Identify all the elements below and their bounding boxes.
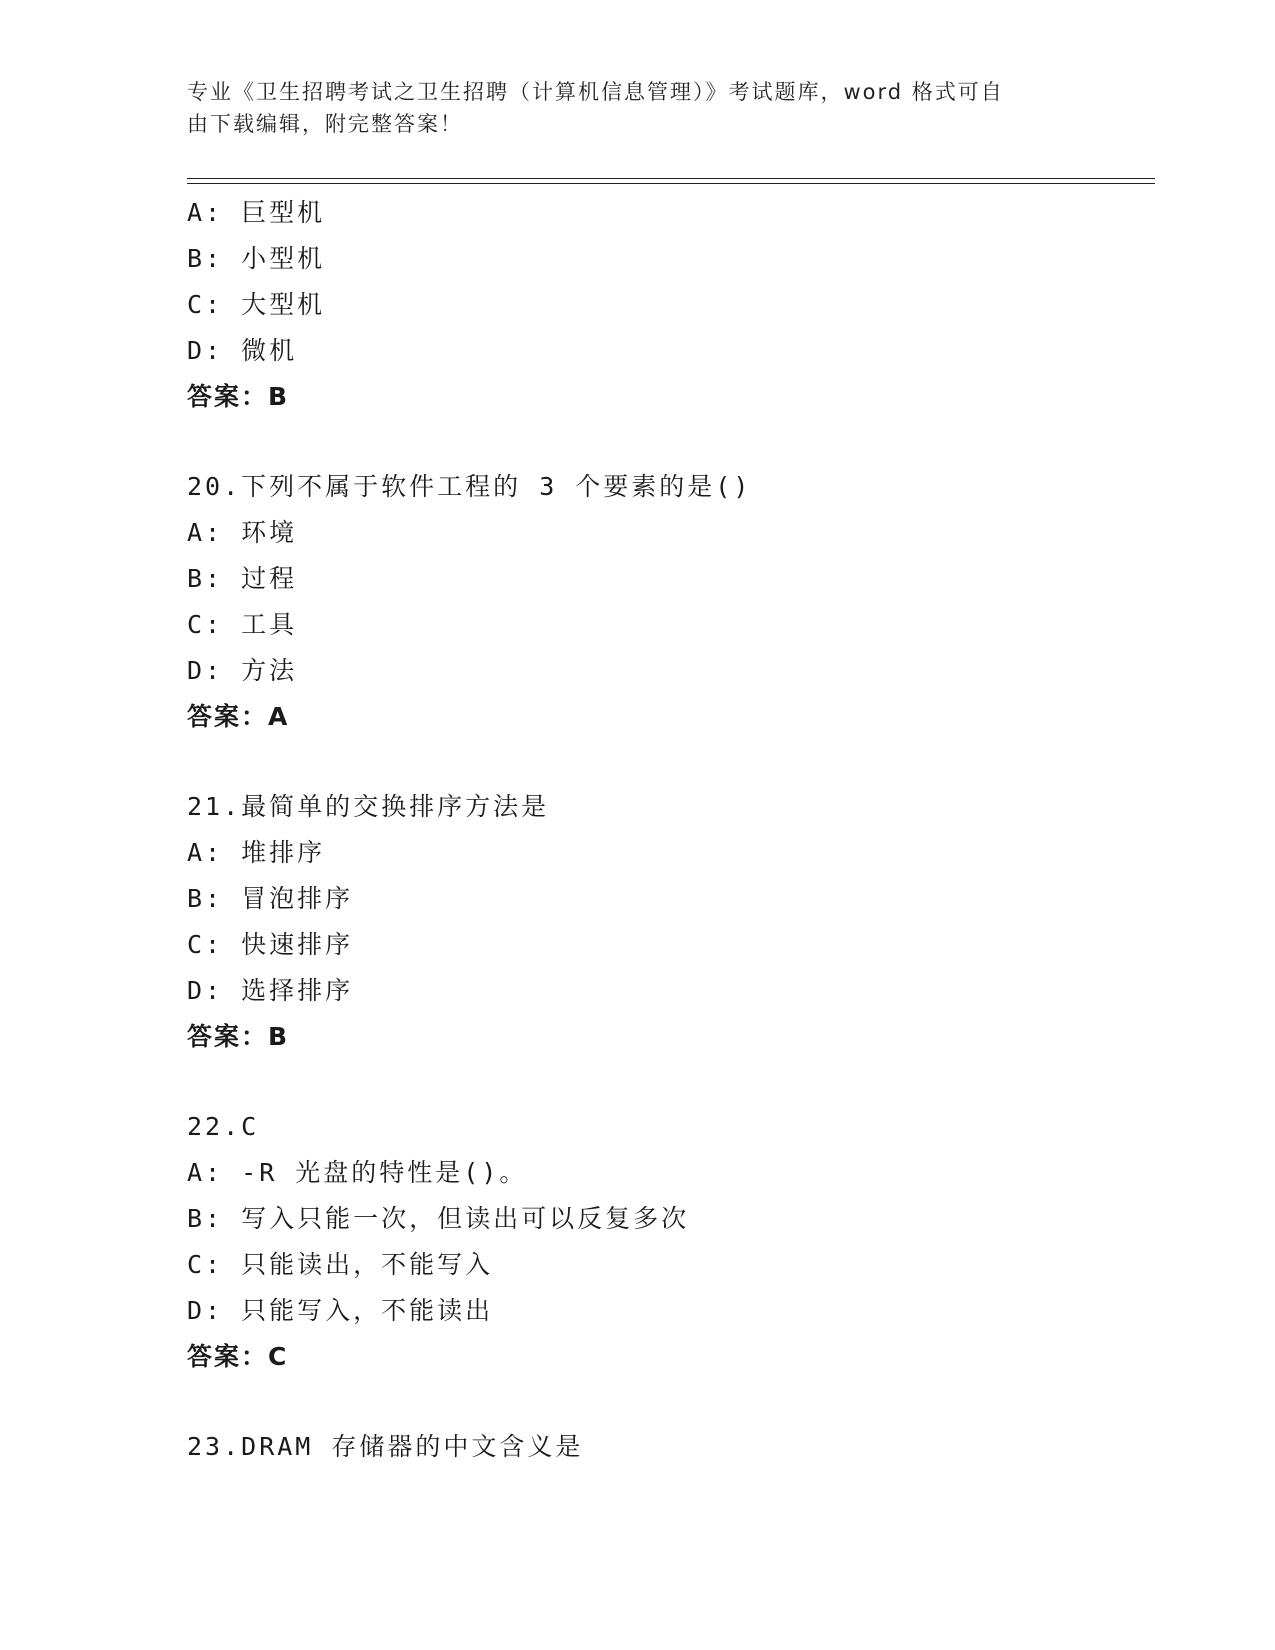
option-b: B: 冒泡排序 xyxy=(187,884,354,913)
option-a: A: -R 光盘的特性是()。 xyxy=(187,1158,528,1187)
header-divider-top xyxy=(187,178,1155,179)
option-c: C: 大型机 xyxy=(187,290,326,319)
question-22 xyxy=(187,1104,1147,1380)
question-text: 20.下列不属于软件工程的 3 个要素的是() xyxy=(187,472,752,501)
option-c: C: 工具 xyxy=(187,610,298,639)
answer: 答案：B xyxy=(187,382,290,411)
header-line-2: 由下载编辑，附完整答案！ xyxy=(187,112,463,136)
option-d: D: 微机 xyxy=(187,336,298,365)
answer: 答案：B xyxy=(187,1022,290,1051)
question-21 xyxy=(187,784,1147,1060)
spacer xyxy=(187,1380,1147,1424)
option-a: A: 环境 xyxy=(187,518,298,547)
answer: 答案：A xyxy=(187,702,290,731)
option-c: C: 快速排序 xyxy=(187,930,354,959)
question-list xyxy=(187,190,1147,1470)
question-23 xyxy=(187,1424,1147,1470)
document-header xyxy=(187,76,1087,140)
option-d: D: 选择排序 xyxy=(187,976,354,1005)
option-d: D: 方法 xyxy=(187,656,298,685)
header-line-1: 专业《卫生招聘考试之卫生招聘（计算机信息管理）》考试题库，word 格式可自 xyxy=(187,80,1004,104)
spacer xyxy=(187,740,1147,784)
header-divider-bottom xyxy=(187,183,1155,184)
option-b: B: 写入只能一次，但读出可以反复多次 xyxy=(187,1204,690,1233)
question-19 xyxy=(187,190,1147,420)
question-text: 21.最简单的交换排序方法是 xyxy=(187,792,550,821)
option-a: A: 巨型机 xyxy=(187,198,326,227)
option-b: B: 过程 xyxy=(187,564,298,593)
question-20 xyxy=(187,464,1147,740)
option-c: C: 只能读出，不能写入 xyxy=(187,1250,494,1279)
question-text: 23.DRAM 存储器的中文含义是 xyxy=(187,1432,584,1461)
spacer xyxy=(187,1060,1147,1104)
answer: 答案：C xyxy=(187,1342,289,1371)
option-a: A: 堆排序 xyxy=(187,838,326,867)
option-b: B: 小型机 xyxy=(187,244,326,273)
spacer xyxy=(187,420,1147,464)
option-d: D: 只能写入，不能读出 xyxy=(187,1296,494,1325)
question-text: 22.C xyxy=(187,1112,260,1141)
